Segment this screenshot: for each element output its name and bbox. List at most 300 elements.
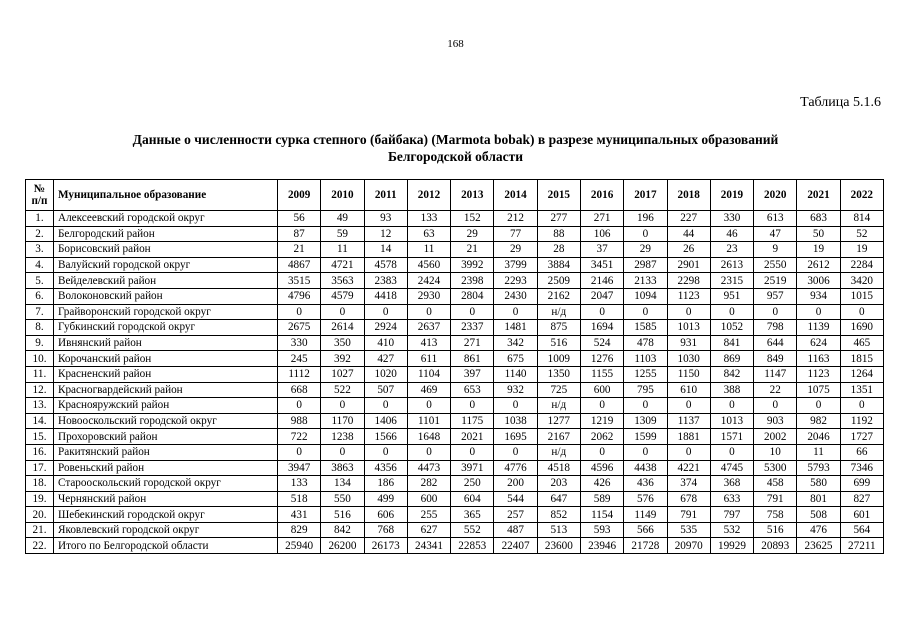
row-value: 861 bbox=[451, 351, 494, 367]
row-value: 4721 bbox=[321, 257, 364, 273]
row-value: 1137 bbox=[667, 413, 710, 429]
row-municipality: Прохоровский район bbox=[54, 429, 278, 445]
row-index: 17. bbox=[26, 460, 54, 476]
row-value: 758 bbox=[754, 507, 797, 523]
row-value: 564 bbox=[840, 522, 883, 538]
row-value: 2146 bbox=[580, 273, 623, 289]
row-value: 374 bbox=[667, 476, 710, 492]
row-value: 469 bbox=[407, 382, 450, 398]
row-value: 271 bbox=[451, 335, 494, 351]
row-value: 0 bbox=[624, 304, 667, 320]
row-value: 50 bbox=[797, 226, 840, 242]
title-line-2: Белгородской области bbox=[387, 149, 524, 164]
row-value: 255 bbox=[407, 507, 450, 523]
row-value: 610 bbox=[667, 382, 710, 398]
row-value: 644 bbox=[754, 335, 797, 351]
table-row bbox=[26, 413, 884, 429]
row-value: 722 bbox=[278, 429, 321, 445]
row-value: 28 bbox=[537, 242, 580, 258]
row-value: 1154 bbox=[580, 507, 623, 523]
row-value: 0 bbox=[321, 444, 364, 460]
row-value: 2637 bbox=[407, 320, 450, 336]
row-value: 2398 bbox=[451, 273, 494, 289]
row-value: 0 bbox=[624, 444, 667, 460]
row-value: 3563 bbox=[321, 273, 364, 289]
row-value: 19 bbox=[797, 242, 840, 258]
row-value: 19 bbox=[840, 242, 883, 258]
row-value: 458 bbox=[754, 476, 797, 492]
row-value: 842 bbox=[710, 366, 753, 382]
row-value: 1881 bbox=[667, 429, 710, 445]
row-value: 604 bbox=[451, 491, 494, 507]
row-value: 1075 bbox=[797, 382, 840, 398]
row-value: 29 bbox=[494, 242, 537, 258]
row-value: 27211 bbox=[840, 538, 883, 554]
row-value: 1277 bbox=[537, 413, 580, 429]
row-value: 46 bbox=[710, 226, 753, 242]
row-value: 791 bbox=[754, 491, 797, 507]
row-value: 1149 bbox=[624, 507, 667, 523]
row-value: 0 bbox=[494, 444, 537, 460]
row-value: 1351 bbox=[840, 382, 883, 398]
row-value: 245 bbox=[278, 351, 321, 367]
row-value: 212 bbox=[494, 211, 537, 227]
row-municipality: Белгородский район bbox=[54, 226, 278, 242]
row-municipality: Ивнянский район bbox=[54, 335, 278, 351]
row-municipality: Красненский район bbox=[54, 366, 278, 382]
row-value: 3884 bbox=[537, 257, 580, 273]
row-value: 21728 bbox=[624, 538, 667, 554]
row-value: 2930 bbox=[407, 288, 450, 304]
row-value: 1155 bbox=[580, 366, 623, 382]
row-value: 0 bbox=[278, 304, 321, 320]
row-value: 2550 bbox=[754, 257, 797, 273]
row-value: 24341 bbox=[407, 538, 450, 554]
row-value: 0 bbox=[580, 304, 623, 320]
row-value: 1015 bbox=[840, 288, 883, 304]
row-value: 152 bbox=[451, 211, 494, 227]
row-value: 2519 bbox=[754, 273, 797, 289]
row-municipality: Новооскольский городской округ bbox=[54, 413, 278, 429]
row-value: 2167 bbox=[537, 429, 580, 445]
table-row bbox=[26, 429, 884, 445]
header-year: 2013 bbox=[451, 180, 494, 211]
row-value: 37 bbox=[580, 242, 623, 258]
row-value: 611 bbox=[407, 351, 450, 367]
row-value: 601 bbox=[840, 507, 883, 523]
row-value: 516 bbox=[537, 335, 580, 351]
header-year: 2017 bbox=[624, 180, 667, 211]
header-municipality: Муниципальное образование bbox=[54, 180, 278, 211]
table-row bbox=[26, 507, 884, 523]
table-row bbox=[26, 444, 884, 460]
row-value: 931 bbox=[667, 335, 710, 351]
row-value: 4579 bbox=[321, 288, 364, 304]
row-value: 1030 bbox=[667, 351, 710, 367]
row-value: 3006 bbox=[797, 273, 840, 289]
row-value: н/д bbox=[537, 444, 580, 460]
row-index: 15. bbox=[26, 429, 54, 445]
table-row bbox=[26, 460, 884, 476]
row-value: 0 bbox=[667, 398, 710, 414]
row-index: 10. bbox=[26, 351, 54, 367]
row-value: 982 bbox=[797, 413, 840, 429]
row-value: 675 bbox=[494, 351, 537, 367]
row-index: 3. bbox=[26, 242, 54, 258]
row-value: 1150 bbox=[667, 366, 710, 382]
row-value: 550 bbox=[321, 491, 364, 507]
row-value: 4473 bbox=[407, 460, 450, 476]
row-value: 1309 bbox=[624, 413, 667, 429]
row-index: 20. bbox=[26, 507, 54, 523]
row-value: 1276 bbox=[580, 351, 623, 367]
header-year: 2010 bbox=[321, 180, 364, 211]
row-value: 507 bbox=[364, 382, 407, 398]
row-value: 795 bbox=[624, 382, 667, 398]
row-value: 903 bbox=[754, 413, 797, 429]
row-value: 106 bbox=[580, 226, 623, 242]
row-value: 3863 bbox=[321, 460, 364, 476]
row-value: 1147 bbox=[754, 366, 797, 382]
row-value: 350 bbox=[321, 335, 364, 351]
table-row bbox=[26, 476, 884, 492]
row-index: 12. bbox=[26, 382, 54, 398]
row-value: 4438 bbox=[624, 460, 667, 476]
row-value: 1175 bbox=[451, 413, 494, 429]
row-value: 0 bbox=[580, 444, 623, 460]
row-value: 12 bbox=[364, 226, 407, 242]
header-index bbox=[26, 180, 54, 211]
row-value: 93 bbox=[364, 211, 407, 227]
row-value: 4418 bbox=[364, 288, 407, 304]
row-value: 2430 bbox=[494, 288, 537, 304]
row-value: 875 bbox=[537, 320, 580, 336]
row-municipality: Грайворонский городской округ bbox=[54, 304, 278, 320]
row-value: 487 bbox=[494, 522, 537, 538]
row-value: 600 bbox=[580, 382, 623, 398]
row-value: 0 bbox=[321, 398, 364, 414]
table-row bbox=[26, 257, 884, 273]
row-value: 478 bbox=[624, 335, 667, 351]
row-value: 365 bbox=[451, 507, 494, 523]
row-value: 3971 bbox=[451, 460, 494, 476]
row-value: 0 bbox=[580, 398, 623, 414]
row-value: 11 bbox=[797, 444, 840, 460]
row-value: 1094 bbox=[624, 288, 667, 304]
row-value: 77 bbox=[494, 226, 537, 242]
row-municipality: Красногвардейский район bbox=[54, 382, 278, 398]
row-value: 196 bbox=[624, 211, 667, 227]
row-value: 0 bbox=[451, 398, 494, 414]
row-value: 1038 bbox=[494, 413, 537, 429]
table-row bbox=[26, 273, 884, 289]
row-value: 26173 bbox=[364, 538, 407, 554]
row-value: 1123 bbox=[797, 366, 840, 382]
row-municipality: Шебекинский городской округ bbox=[54, 507, 278, 523]
row-value: 725 bbox=[537, 382, 580, 398]
row-value: 52 bbox=[840, 226, 883, 242]
row-value: 2424 bbox=[407, 273, 450, 289]
row-value: 1406 bbox=[364, 413, 407, 429]
row-value: 1009 bbox=[537, 351, 580, 367]
row-value: 1103 bbox=[624, 351, 667, 367]
row-value: 1140 bbox=[494, 366, 537, 382]
row-value: 2298 bbox=[667, 273, 710, 289]
table-row bbox=[26, 351, 884, 367]
row-value: 5300 bbox=[754, 460, 797, 476]
row-value: 1112 bbox=[278, 366, 321, 382]
row-value: 518 bbox=[278, 491, 321, 507]
row-value: 1264 bbox=[840, 366, 883, 382]
row-value: 2987 bbox=[624, 257, 667, 273]
row-index: 11. bbox=[26, 366, 54, 382]
row-value: 1727 bbox=[840, 429, 883, 445]
row-municipality: Краснояружский район bbox=[54, 398, 278, 414]
row-value: 0 bbox=[710, 444, 753, 460]
row-value: 3515 bbox=[278, 273, 321, 289]
row-value: 957 bbox=[754, 288, 797, 304]
row-value: 2612 bbox=[797, 257, 840, 273]
row-value: 22853 bbox=[451, 538, 494, 554]
row-value: 513 bbox=[537, 522, 580, 538]
row-value: 0 bbox=[624, 398, 667, 414]
table-row bbox=[26, 320, 884, 336]
row-municipality: Старооскольский городской округ bbox=[54, 476, 278, 492]
row-value: 544 bbox=[494, 491, 537, 507]
row-value: 203 bbox=[537, 476, 580, 492]
row-value: 257 bbox=[494, 507, 537, 523]
row-value: 282 bbox=[407, 476, 450, 492]
row-value: 413 bbox=[407, 335, 450, 351]
row-value: 0 bbox=[451, 444, 494, 460]
row-value: 4596 bbox=[580, 460, 623, 476]
row-index: 13. bbox=[26, 398, 54, 414]
table-row bbox=[26, 491, 884, 507]
row-value: 2021 bbox=[451, 429, 494, 445]
row-value: 535 bbox=[667, 522, 710, 538]
row-value: 427 bbox=[364, 351, 407, 367]
row-value: 4221 bbox=[667, 460, 710, 476]
row-municipality: Итого по Белгородской области bbox=[54, 538, 278, 554]
row-value: 29 bbox=[451, 226, 494, 242]
row-value: 0 bbox=[278, 398, 321, 414]
row-value: 0 bbox=[364, 304, 407, 320]
row-value: 633 bbox=[710, 491, 753, 507]
row-value: 2293 bbox=[494, 273, 537, 289]
table-row bbox=[26, 366, 884, 382]
row-value: 624 bbox=[797, 335, 840, 351]
row-municipality: Чернянский район bbox=[54, 491, 278, 507]
row-value: 250 bbox=[451, 476, 494, 492]
row-value: 678 bbox=[667, 491, 710, 507]
row-value: 410 bbox=[364, 335, 407, 351]
row-value: 2613 bbox=[710, 257, 753, 273]
row-value: 1599 bbox=[624, 429, 667, 445]
row-value: 23 bbox=[710, 242, 753, 258]
row-municipality: Алексеевский городской округ bbox=[54, 211, 278, 227]
row-value: 368 bbox=[710, 476, 753, 492]
row-value: 4560 bbox=[407, 257, 450, 273]
table-body bbox=[26, 211, 884, 554]
row-value: 2337 bbox=[451, 320, 494, 336]
row-value: 1170 bbox=[321, 413, 364, 429]
header-year: 2012 bbox=[407, 180, 450, 211]
row-value: 4356 bbox=[364, 460, 407, 476]
table-row bbox=[26, 211, 884, 227]
row-value: 392 bbox=[321, 351, 364, 367]
row-value: 849 bbox=[754, 351, 797, 367]
header-year: 2019 bbox=[710, 180, 753, 211]
row-value: 1123 bbox=[667, 288, 710, 304]
row-value: 2284 bbox=[840, 257, 883, 273]
row-value: 1815 bbox=[840, 351, 883, 367]
row-value: 627 bbox=[407, 522, 450, 538]
row-value: 465 bbox=[840, 335, 883, 351]
row-value: 49 bbox=[321, 211, 364, 227]
row-municipality: Ровеньский район bbox=[54, 460, 278, 476]
header-year: 2020 bbox=[754, 180, 797, 211]
row-value: 23600 bbox=[537, 538, 580, 554]
row-value: 436 bbox=[624, 476, 667, 492]
row-index: 21. bbox=[26, 522, 54, 538]
row-value: 699 bbox=[840, 476, 883, 492]
row-value: 476 bbox=[797, 522, 840, 538]
row-value: 768 bbox=[364, 522, 407, 538]
row-value: 0 bbox=[667, 444, 710, 460]
row-value: 63 bbox=[407, 226, 450, 242]
table-row bbox=[26, 304, 884, 320]
row-value: 566 bbox=[624, 522, 667, 538]
row-value: 647 bbox=[537, 491, 580, 507]
row-value: 21 bbox=[451, 242, 494, 258]
page-number: 168 bbox=[447, 38, 464, 50]
row-value: 852 bbox=[537, 507, 580, 523]
row-value: 186 bbox=[364, 476, 407, 492]
header-year: 2018 bbox=[667, 180, 710, 211]
row-value: 797 bbox=[710, 507, 753, 523]
row-value: 2614 bbox=[321, 320, 364, 336]
row-value: 5793 bbox=[797, 460, 840, 476]
row-municipality: Корочанский район bbox=[54, 351, 278, 367]
row-value: 2509 bbox=[537, 273, 580, 289]
row-value: 25940 bbox=[278, 538, 321, 554]
row-value: 801 bbox=[797, 491, 840, 507]
row-value: 29 bbox=[624, 242, 667, 258]
row-value: 22407 bbox=[494, 538, 537, 554]
row-value: 522 bbox=[321, 382, 364, 398]
row-value: 26200 bbox=[321, 538, 364, 554]
row-value: 1192 bbox=[840, 413, 883, 429]
row-value: 576 bbox=[624, 491, 667, 507]
row-value: 1219 bbox=[580, 413, 623, 429]
row-value: 10 bbox=[754, 444, 797, 460]
row-value: 600 bbox=[407, 491, 450, 507]
row-value: 829 bbox=[278, 522, 321, 538]
row-value: 426 bbox=[580, 476, 623, 492]
table-row bbox=[26, 288, 884, 304]
row-value: 133 bbox=[407, 211, 450, 227]
row-index: 22. bbox=[26, 538, 54, 554]
row-value: 1694 bbox=[580, 320, 623, 336]
row-value: 20893 bbox=[754, 538, 797, 554]
row-municipality: Яковлевский городской округ bbox=[54, 522, 278, 538]
row-index: 2. bbox=[26, 226, 54, 242]
row-value: 0 bbox=[710, 398, 753, 414]
table-header-row bbox=[26, 180, 884, 211]
row-value: 589 bbox=[580, 491, 623, 507]
row-index: 16. bbox=[26, 444, 54, 460]
row-value: 1255 bbox=[624, 366, 667, 382]
row-value: 524 bbox=[580, 335, 623, 351]
row-value: 516 bbox=[754, 522, 797, 538]
row-value: 988 bbox=[278, 413, 321, 429]
row-value: 1027 bbox=[321, 366, 364, 382]
row-municipality: Валуйский городской округ bbox=[54, 257, 278, 273]
row-municipality: Борисовский район bbox=[54, 242, 278, 258]
row-value: 2002 bbox=[754, 429, 797, 445]
row-value: 0 bbox=[451, 304, 494, 320]
table-row bbox=[26, 382, 884, 398]
row-value: 653 bbox=[451, 382, 494, 398]
header-year: 2016 bbox=[580, 180, 623, 211]
header-index-symbol: № bbox=[33, 183, 46, 195]
row-value: 4578 bbox=[364, 257, 407, 273]
row-value: 0 bbox=[321, 304, 364, 320]
row-value: 1020 bbox=[364, 366, 407, 382]
population-table bbox=[25, 179, 884, 554]
row-value: н/д bbox=[537, 398, 580, 414]
row-value: 842 bbox=[321, 522, 364, 538]
row-value: 0 bbox=[710, 304, 753, 320]
row-municipality: Вейделевский район bbox=[54, 273, 278, 289]
row-value: 11 bbox=[407, 242, 450, 258]
row-value: 87 bbox=[278, 226, 321, 242]
row-value: 1566 bbox=[364, 429, 407, 445]
row-value: 532 bbox=[710, 522, 753, 538]
row-value: 1648 bbox=[407, 429, 450, 445]
row-value: 2046 bbox=[797, 429, 840, 445]
row-value: 88 bbox=[537, 226, 580, 242]
row-value: 1481 bbox=[494, 320, 537, 336]
row-value: 7346 bbox=[840, 460, 883, 476]
row-value: 26 bbox=[667, 242, 710, 258]
row-value: 1052 bbox=[710, 320, 753, 336]
row-value: 0 bbox=[407, 398, 450, 414]
row-value: 606 bbox=[364, 507, 407, 523]
row-value: 1238 bbox=[321, 429, 364, 445]
row-value: 1104 bbox=[407, 366, 450, 382]
row-value: 1585 bbox=[624, 320, 667, 336]
table-row bbox=[26, 335, 884, 351]
row-value: 0 bbox=[840, 304, 883, 320]
document-title bbox=[0, 131, 911, 165]
row-value: 0 bbox=[407, 304, 450, 320]
row-index: 19. bbox=[26, 491, 54, 507]
row-value: 4776 bbox=[494, 460, 537, 476]
row-value: 0 bbox=[364, 444, 407, 460]
table-row bbox=[26, 242, 884, 258]
row-index: 4. bbox=[26, 257, 54, 273]
row-value: 56 bbox=[278, 211, 321, 227]
row-value: 2047 bbox=[580, 288, 623, 304]
row-value: 3420 bbox=[840, 273, 883, 289]
row-value: 0 bbox=[667, 304, 710, 320]
row-value: 47 bbox=[754, 226, 797, 242]
header-index-abbr: п/п bbox=[31, 195, 48, 207]
row-value: 593 bbox=[580, 522, 623, 538]
row-value: 22 bbox=[754, 382, 797, 398]
row-value: 668 bbox=[278, 382, 321, 398]
